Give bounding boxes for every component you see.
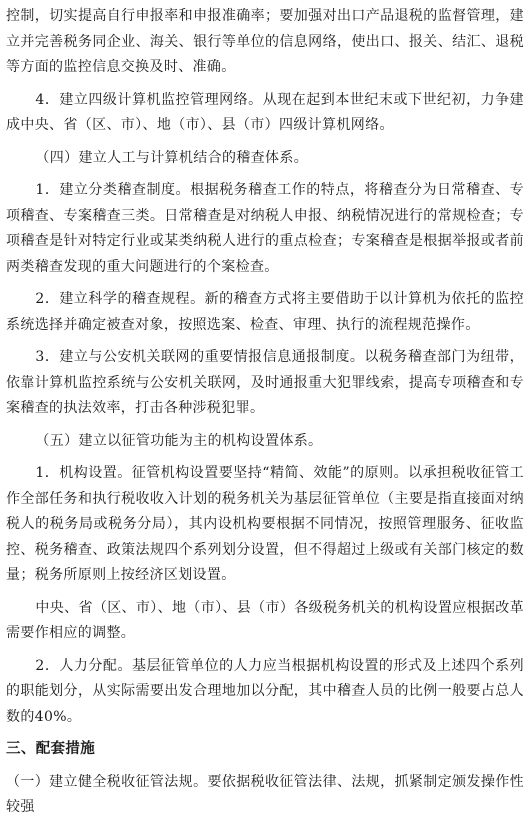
paragraph-audit-procedure: 2．建立科学的稽查规程。新的稽查方式将主要借助于以计算机为依托的监控系统选择并确定被查对象，按照选案、检查、审理、执行的流程规范操作。 [6,291,524,333]
paragraph-levels-adjustment: 中央、省（区、市）、地（市）、县（市）各级税务机关的机构设置应根据改革需要作相应的调整。 [6,599,524,641]
section-heading-audit-system: （四）建立人工与计算机结合的稽查体系。 [35,149,309,166]
paragraph-police-intelligence: 3．建立与公安机关联网的重要情报信息通报制度。以税务稽查部门为纽带，依靠计算机监控系统与公安机关联网，及时通报重大犯罪线索，提高专项稽查和专案稽查的执法效率，打击各种涉税犯罪。 [6,349,524,416]
paragraph-regulations: （一）建立健全税收征管法规。要依据税收征管法律、法规，抓紧制定颁发操作性较强 [6,773,524,815]
paragraph-staff-allocation: 2．人力分配。基层征管单位的人力应当根据机构设置的形式及上述四个系列的职能划分，从实际需要出发合理地加以分配，其中稽查人员的比例一般要占总人数的40%。 [6,657,524,725]
chapter-heading-supporting-measures: 三、配套措施 [6,741,96,757]
paragraph-classified-audit: 1．建立分类稽查制度。根据税务稽查工作的特点，将稽查分为日常稽查、专项稽查、专案稽查三类。日常稽查是对纳税人申报、纳税情况进行的常规检查；专项稽查是针对特定行业或某类纳税人进行的重点检查；专案稽查是根据举报或者前两类稽查发现的重大问题进行的个案检查。 [6,182,524,275]
paragraph-export-rebate-monitoring: 控制，切实提高自行申报率和申报准确率；要加强对出口产品退税的监督管理，建立并完善税务同企业、海关、银行等单位的信息网络，使出口、报关、结汇、退税等方面的监控信息交换及时、准确。 [6,8,524,75]
paragraph-four-level-network: 4．建立四级计算机监控管理网络。从现在起到本世纪末或下世纪初，力争建成中央、省（区、市）、地（市）、县（市）四级计算机网络。 [6,91,524,133]
paragraph-organization-setup: 1．机构设置。征管机构设置要坚持“精简、效能”的原则。以承担税收征管工作全部任务和执行税收收入计划的税务机关为基层征管单位（主要是指直接面对纳税人的税务局或税务分局），其内设机构要根据不同情况，按照管理服务、征收监控、税务稽查、政策法规四个系列划分设置，但不得超过上级或有关部门核定的数量；税务所原则上按经济区划设置。 [6,465,524,583]
section-heading-organization: （五）建立以征管功能为主的机构设置体系。 [35,432,323,449]
